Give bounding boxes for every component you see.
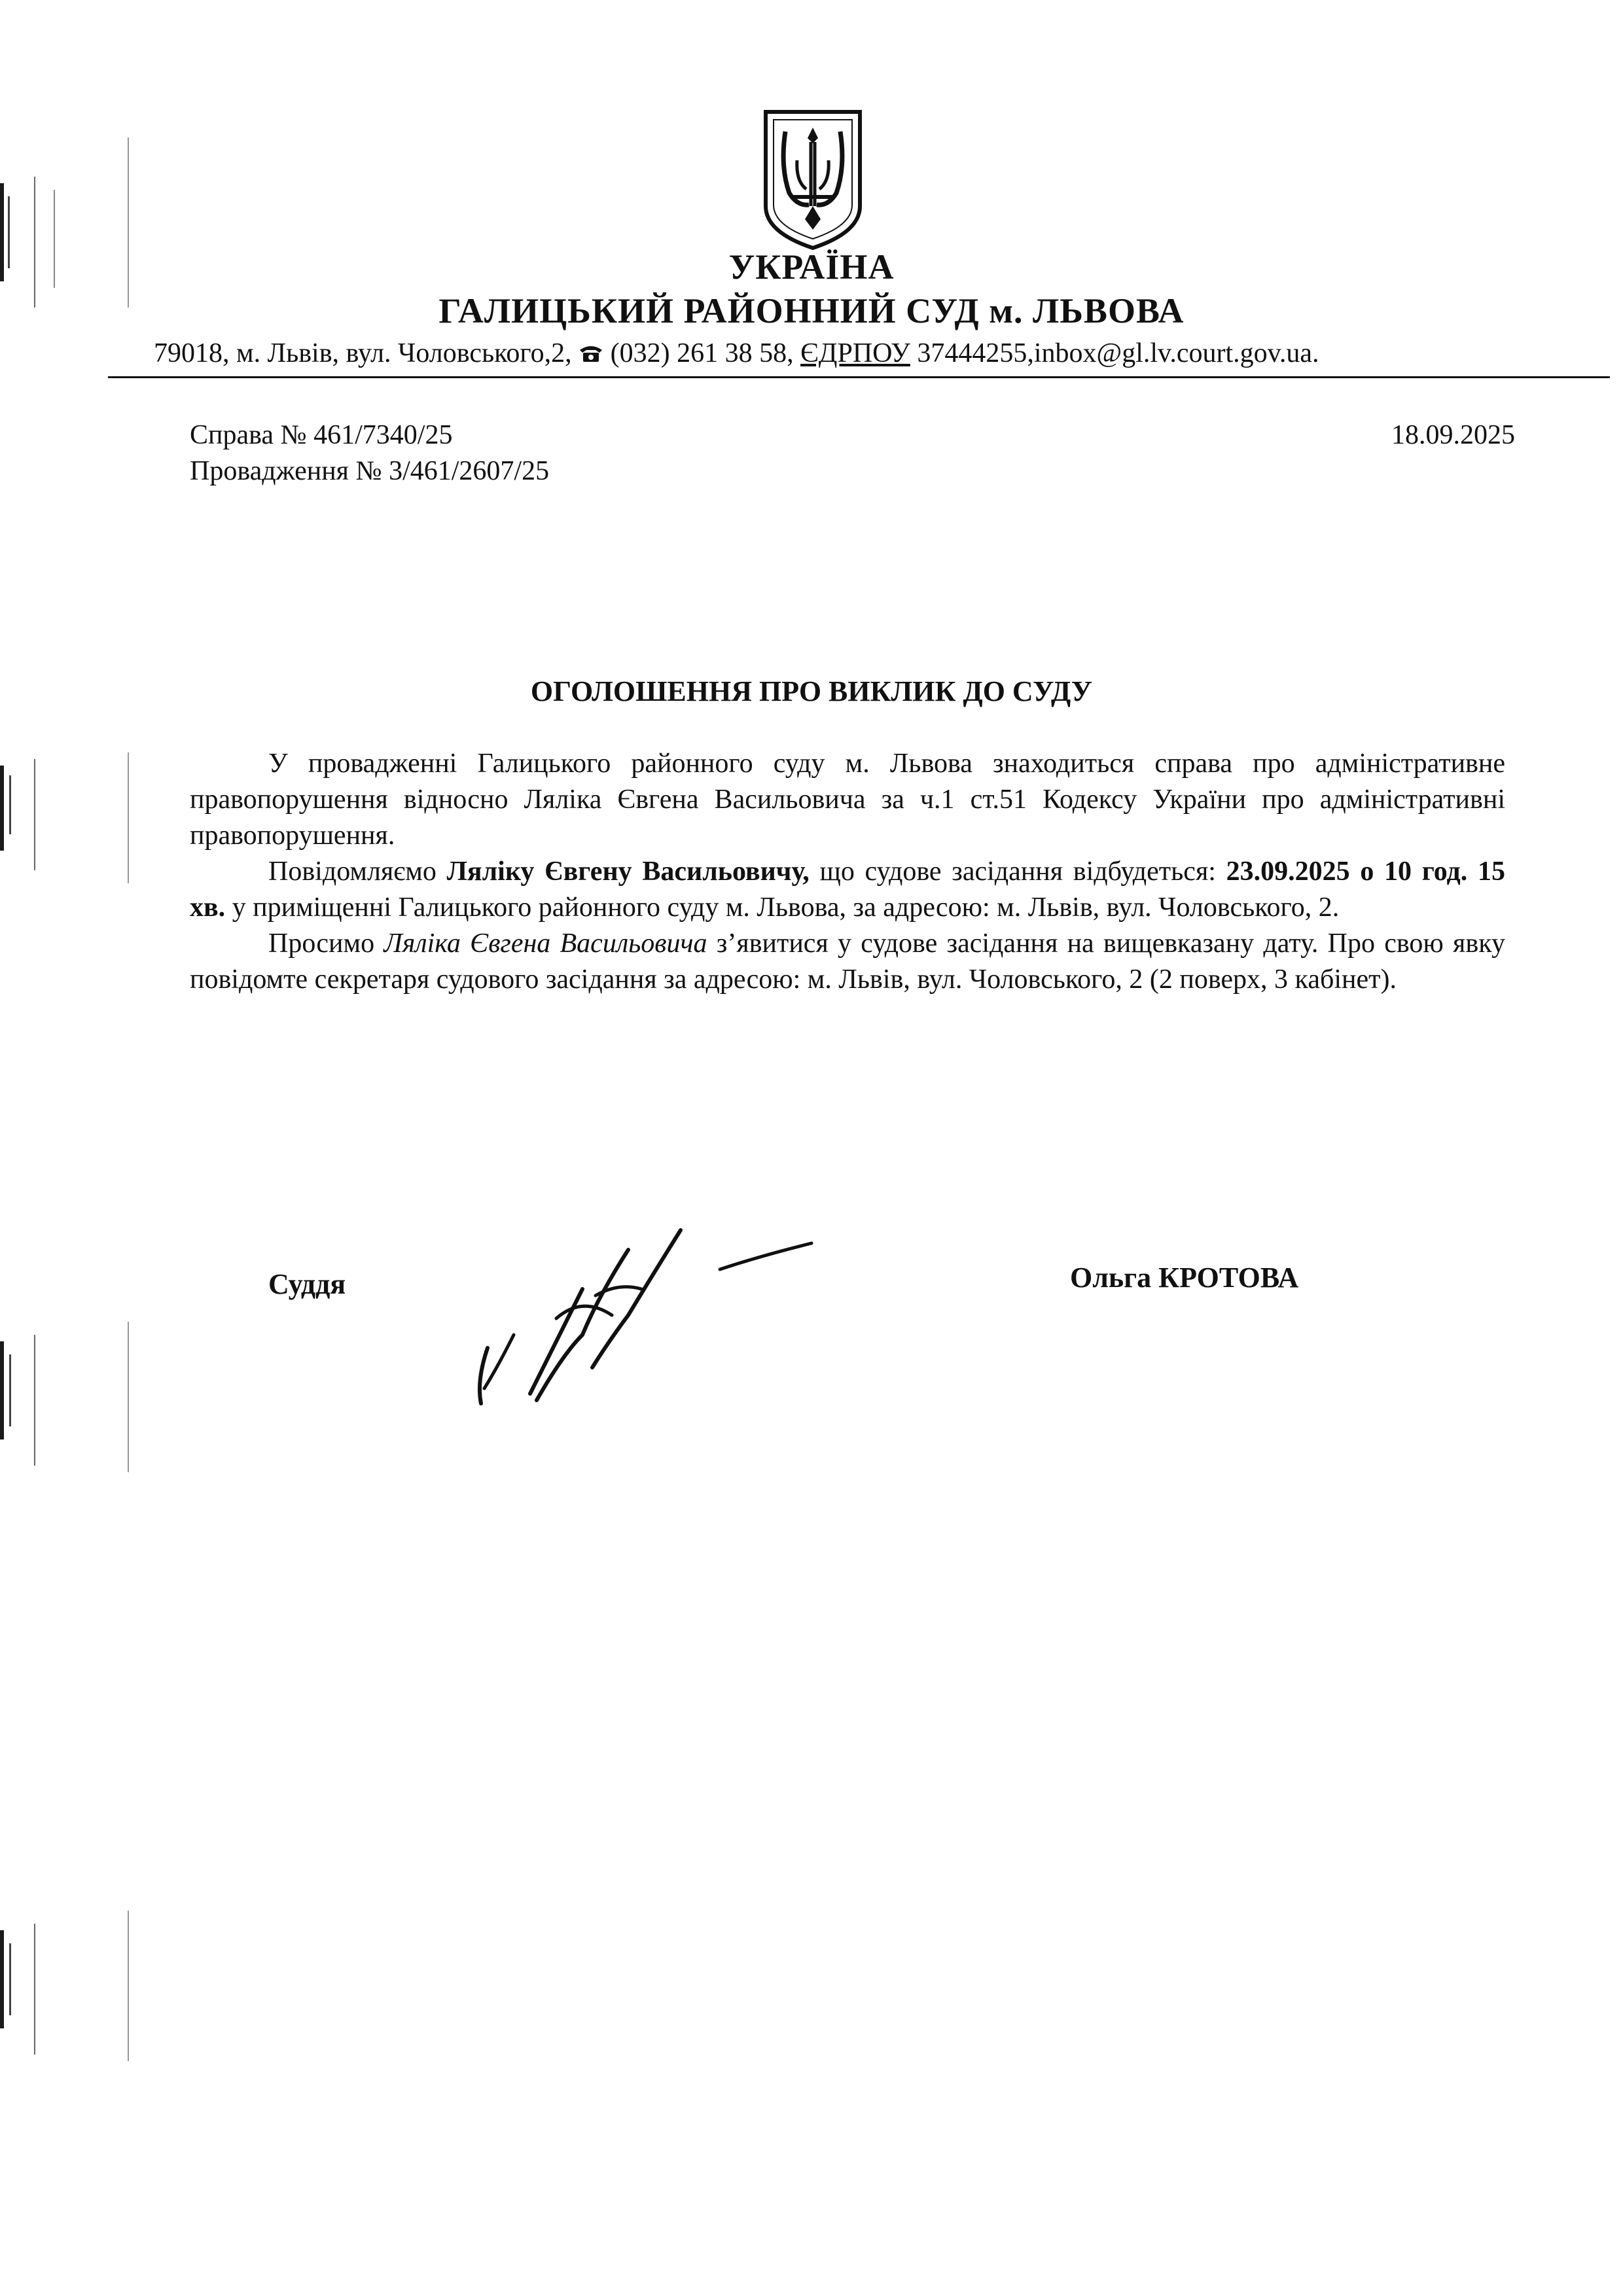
p3-start: Просимо bbox=[268, 928, 384, 959]
paragraph-2 bbox=[190, 854, 1505, 926]
signer-role: Суддя bbox=[268, 1268, 346, 1300]
court-address: 79018, м. Львів, вул. Чоловського,2, bbox=[154, 338, 572, 368]
document-title: ОГОЛОШЕННЯ ПРО ВИКЛИК ДО СУДУ bbox=[530, 675, 1093, 707]
proceeding-number: Провадження № 3/461/2607/25 bbox=[190, 456, 550, 486]
paragraph-3 bbox=[190, 926, 1505, 998]
p2-mid: що судове засідання відбудеться: bbox=[809, 857, 1226, 887]
paragraph-1: У провадженні Галицького районного суду м. Львова знаходиться справа про адміністративне правопорушення відносно Ляліка Євгена Васильовича за ч.1 ст.51 Кодексу України про адміністративні правопорушення. bbox=[190, 749, 1505, 851]
edrpou-label: ЄДРПОУ bbox=[800, 338, 910, 368]
signer-name: Ольга КРОТОВА bbox=[1070, 1262, 1299, 1294]
trident-icon bbox=[760, 108, 865, 252]
court-name-heading: ГАЛИЦЬКИЙ РАЙОННИЙ СУД м. ЛЬВОВА bbox=[438, 291, 1185, 330]
p2-start: Повідомляємо bbox=[268, 857, 447, 887]
summoned-person: Ляліка Євгена Васильовича bbox=[383, 928, 707, 959]
p3-end: з’явитися у судове засідання на вищевказану дату. Про свою явку повідомте секретаря судового засідання за адресою: м. Львів, вул. Чоловського, 2 (2 поверх, 3 кабінет). bbox=[190, 928, 1506, 995]
telephone-icon bbox=[579, 338, 603, 358]
addressee-name: Ляліку Євгену Васильовичу, bbox=[446, 857, 810, 887]
notice-body bbox=[190, 746, 1505, 998]
handwritten-signature bbox=[458, 1217, 851, 1413]
country-heading: УКРАЇНА bbox=[728, 247, 895, 287]
case-number: Справа № 461/7340/25 bbox=[190, 420, 453, 450]
hearing-datetime: 23.09.2025 о 10 год. 15 хв. bbox=[190, 857, 1505, 923]
document-date: 18.09.2025 bbox=[1391, 420, 1515, 450]
court-phone: (032) 261 38 58, bbox=[610, 338, 794, 368]
court-contacts bbox=[154, 337, 1613, 370]
edrpou-and-email: 37444255,inbox@gl.lv.court.gov.ua. bbox=[917, 338, 1319, 368]
header-divider bbox=[108, 376, 1610, 378]
p2-end: у приміщенні Галицького районного суду м. Львова, за адресою: м. Львів, вул. Чоловського, 2. bbox=[225, 892, 1340, 923]
